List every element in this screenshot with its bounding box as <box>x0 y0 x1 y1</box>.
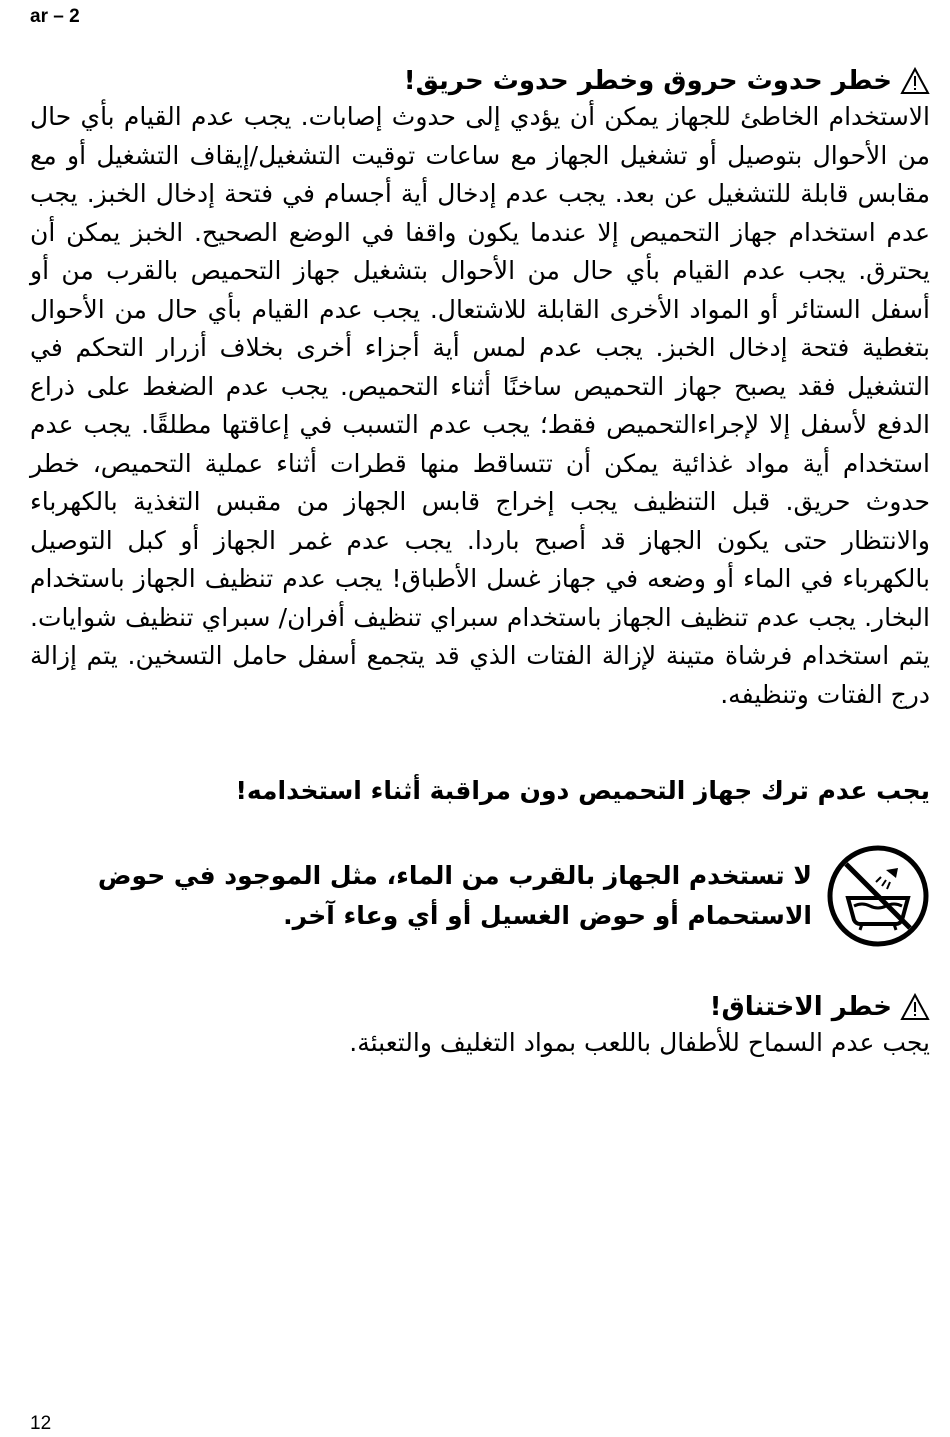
no-bath-water-icon <box>826 844 930 948</box>
water-warning <box>30 844 930 948</box>
water-warning-text: لا تستخدم الجهاز بالقرب من الماء، مثل الموجود في حوض الاستحمام أو حوض الغسيل أو أي وعاء آخر. <box>97 861 812 930</box>
choking-heading <box>30 990 930 1024</box>
page-number: 12 <box>30 1413 52 1434</box>
unattended-warning: يجب عدم ترك جهاز التحميص دون مراقبة أثناء استخدامه! <box>235 776 930 805</box>
choking-title: خطر الاختناق! <box>709 992 892 1022</box>
warning-triangle-icon <box>900 993 930 1021</box>
burn-fire-body: الاستخدام الخاطئ للجهاز يمكن أن يؤدي إلى حدوث إصابات. يجب عدم القيام بأي حال من الأحوال بتوصيل أو تشغيل الجهاز مع ساعات توقيت التشغيل/إيقاف التشغيل أو مع مقابس قابلة للتشغيل عن بعد. يجب عدم إدخال أية أجسام في فتحة إدخال الخبز. يجب عدم استخدام جهاز التحميص إلا عندما يكون واقفا في الوضع الصحيح. الخبز يمكن أن يحترق. يجب عدم القيام بأي حال من الأحوال بتشغيل جهاز التحميص بالقرب من أو أسفل الستائر أو المواد الأخرى القابلة للاشتعال. يجب عدم القيام بأي حال من الأحوال بتغطية فتحة إدخال الخبز. يجب عدم لمس أية أجزاء أخرى بخلاف أزرار التحكم في التشغيل فقد يصبح جهاز التحميص ساخنًا أثناء التحميص. يجب عدم الضغط على ذراع الدفع لأسفل إلا لإجراءالتحميص فقط؛ يجب عدم التسبب في إعاقتها مطلقًا. يجب عدم استخدام أية مواد غذائية يمكن أن تتساقط منها قطرات أثناء عملية التحميص، خطر حدوث حريق. قبل التنظيف يجب إخراج قابس الجهاز من مقبس التغذية بالكهرباء والانتظار حتى يكون الجهاز قد أصبح باردا. يجب عدم غمر الجهاز أو كبل التوصيل بالكهرباء في الماء أو وضعه في جهاز غسل الأطباق! يجب عدم تنظيف الجهاز باستخدام البخار. يجب عدم تنظيف الجهاز باستخدام سبراي تنظيف أفران/ سبراي تنظيف شوايات. يتم استخدام فرشاة متينة لإزالة الفتات الذي قد يتجمع أسفل حامل التسخين. يتم إزالة درج الفتات وتنظيفه. <box>30 102 930 709</box>
page-label: ar – 2 <box>30 6 80 27</box>
choking-body: يجب عدم السماح للأطفال باللعب بمواد التغليف والتعبئة. <box>349 1028 930 1057</box>
warning-triangle-icon <box>900 67 930 95</box>
page-content <box>30 64 930 1062</box>
burn-fire-heading <box>30 64 930 98</box>
burn-fire-title: خطر حدوث حروق وخطر حدوث حريق! <box>403 66 892 96</box>
